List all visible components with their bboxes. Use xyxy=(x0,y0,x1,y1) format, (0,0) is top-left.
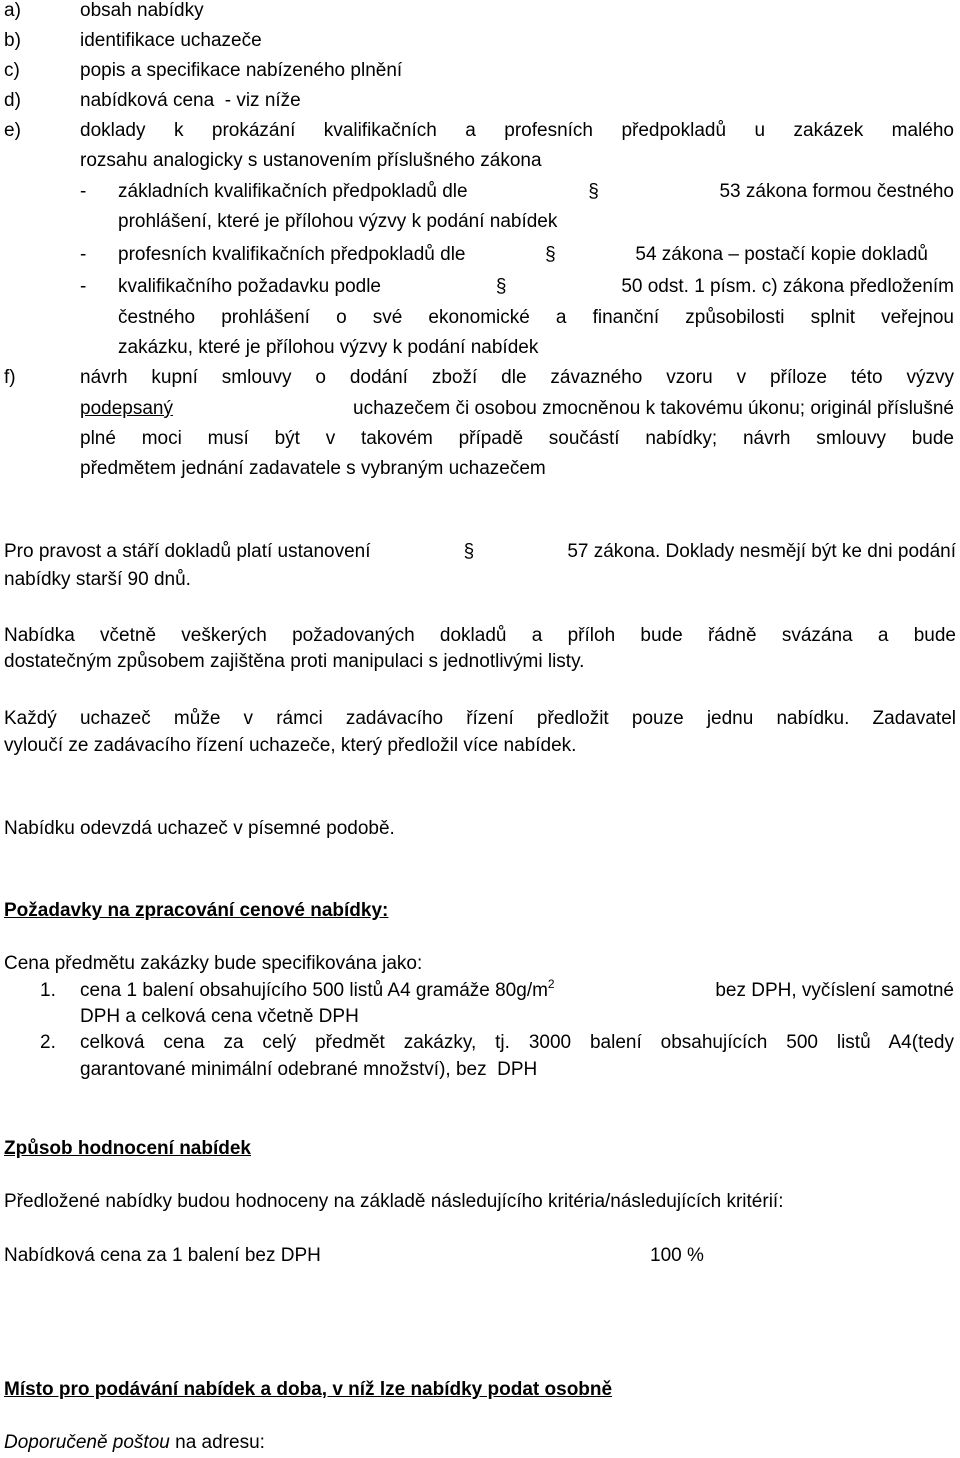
list-item-e-line: doklady k prokázání kvalifikačních a profesních předpokladů u zakázek malého xyxy=(80,120,954,141)
paragraph-text: Pro pravost a stáří dokladů platí ustanovení xyxy=(4,541,371,562)
section-heading-hodnoceni: Způsob hodnocení nabídek xyxy=(4,1138,251,1159)
list-item-e-line: rozsahu analogicky s ustanovením příslušného zákona xyxy=(80,150,542,171)
list-item-b-text: identifikace uchazeče xyxy=(80,30,262,51)
paragraph-kazdy-line: Každý uchazeč může v rámci zadávacího řízení předložit pouze jednu nabídku. Zadavatel xyxy=(4,708,956,729)
list-item-d-text: nabídková cena - viz níže xyxy=(80,90,301,111)
sub-item-text: profesních kvalifikačních předpokladů dle xyxy=(118,244,466,265)
list-item-a xyxy=(4,0,21,26)
postou-rest: na adresu: xyxy=(175,1432,265,1453)
sub-item-profesni xyxy=(118,240,928,270)
hodnoceni-text: Předložené nabídky budou hodnoceny na základě následujícího kritéria/následujících kritérií: xyxy=(4,1191,784,1212)
sub-item-text: zakázku, které je přílohou výzvy k podání nabídek xyxy=(118,337,539,358)
sub-item-zakladni xyxy=(118,177,954,207)
dash-bullet: - xyxy=(80,276,87,297)
pozadavky-item-2-line: garantované minimální odebrané množství), bez DPH xyxy=(80,1059,538,1080)
section-sign: § xyxy=(463,541,475,562)
criterion-label: Nabídková cena za 1 balení bez DPH xyxy=(4,1245,321,1266)
section-sign: § xyxy=(588,181,599,202)
criterion-weight: 100 % xyxy=(650,1245,704,1266)
paragraph-kazdy-line: vyloučí ze zadávacího řízení uchazeče, který předložil více nabídek. xyxy=(4,735,577,756)
dash-bullet: - xyxy=(80,181,87,202)
section-sign: § xyxy=(545,244,556,265)
pozadavky-item-2-line: celková cena za celý předmět zakázky, tj. 3000 balení obsahujících 500 listů A4(tedy xyxy=(80,1032,954,1053)
item-text: bez DPH, vyčíslení samotné xyxy=(715,980,954,1001)
paragraph-nabidka-line: dostatečným způsobem zajištěna proti manipulaci s jednotlivými listy. xyxy=(4,651,585,672)
sub-item-text: 50 odst. 1 písm. c) zákona předložením xyxy=(621,276,954,297)
item-text-part: cena 1 balení obsahujícího 500 listů A4 gramáže 80g/m xyxy=(80,980,548,1001)
dash-bullet: - xyxy=(80,244,87,265)
pozadavky-item-1-line: DPH a celková cena včetně DPH xyxy=(80,1006,359,1027)
paragraph-pravost-line: nabídky starší 90 dnů. xyxy=(4,569,191,590)
section-sign: § xyxy=(495,276,507,297)
sub-item-text: čestného prohlášení o své ekonomické a finanční způsobilosti splnit veřejnou xyxy=(118,307,954,328)
numbered-item-marker: 2. xyxy=(40,1032,56,1053)
list-marker: d) xyxy=(4,90,21,111)
list-item-a-text: obsah nabídky xyxy=(80,0,204,21)
postou-italic: Doporučeně poštou xyxy=(4,1432,170,1453)
sub-item-text: 54 zákona – postačí kopie dokladů xyxy=(635,244,928,265)
section-heading-pozadavky: Požadavky na zpracování cenové nabídky: xyxy=(4,900,389,921)
list-item-f-line: plné moci musí být v takovém případě součástí nabídky; návrh smlouvy bude xyxy=(80,428,954,449)
paragraph-pravost-line xyxy=(4,537,956,567)
paragraph-nabidka-line: Nabídka včetně veškerých požadovaných dokladů a příloh bude řádně svázána a bude xyxy=(4,625,956,646)
pozadavky-intro: Cena předmětu zakázky bude specifikována jako: xyxy=(4,953,423,974)
list-marker: e) xyxy=(4,120,21,141)
list-marker: f) xyxy=(4,367,16,388)
list-marker: c) xyxy=(4,60,20,81)
superscript-2: 2 xyxy=(547,977,555,991)
list-item-f-line: návrh kupní smlouvy o dodání zboží dle závazného vzoru v příloze této výzvy xyxy=(80,367,954,388)
sub-item-text: prohlášení, které je přílohou výzvy k podání nabídek xyxy=(118,211,558,232)
paragraph-text: 57 zákona. Doklady nesmějí být ke dni podání xyxy=(567,541,956,562)
list-item-f-line: předmětem jednání zadavatele s vybraným uchazečem xyxy=(80,458,546,479)
paragraph-odevzda: Nabídku odevzdá uchazeč v písemné podobě. xyxy=(4,818,395,839)
list-marker: a) xyxy=(4,0,21,21)
misto-postou-line xyxy=(4,1428,265,1458)
section-heading-misto: Místo pro podávání nabídek a doba, v níž lze nabídky podat osobně xyxy=(4,1379,613,1400)
list-item-f-text: uchazečem či osobou zmocněnou k takovému úkonu; originál příslušné xyxy=(353,398,954,419)
list-item-f-line xyxy=(80,394,954,424)
numbered-item-marker: 1. xyxy=(40,980,56,1001)
list-marker: b) xyxy=(4,30,21,51)
sub-item-text: 53 zákona formou čestného xyxy=(719,181,954,202)
signed-emphasis: podepsaný xyxy=(80,398,173,419)
list-item-c-text: popis a specifikace nabízeného plnění xyxy=(80,60,403,81)
sub-item-text: základních kvalifikačních předpokladů dle xyxy=(118,181,468,202)
sub-item-ekonomicka xyxy=(118,272,954,302)
sub-item-text: kvalifikačního požadavku podle xyxy=(118,276,382,297)
